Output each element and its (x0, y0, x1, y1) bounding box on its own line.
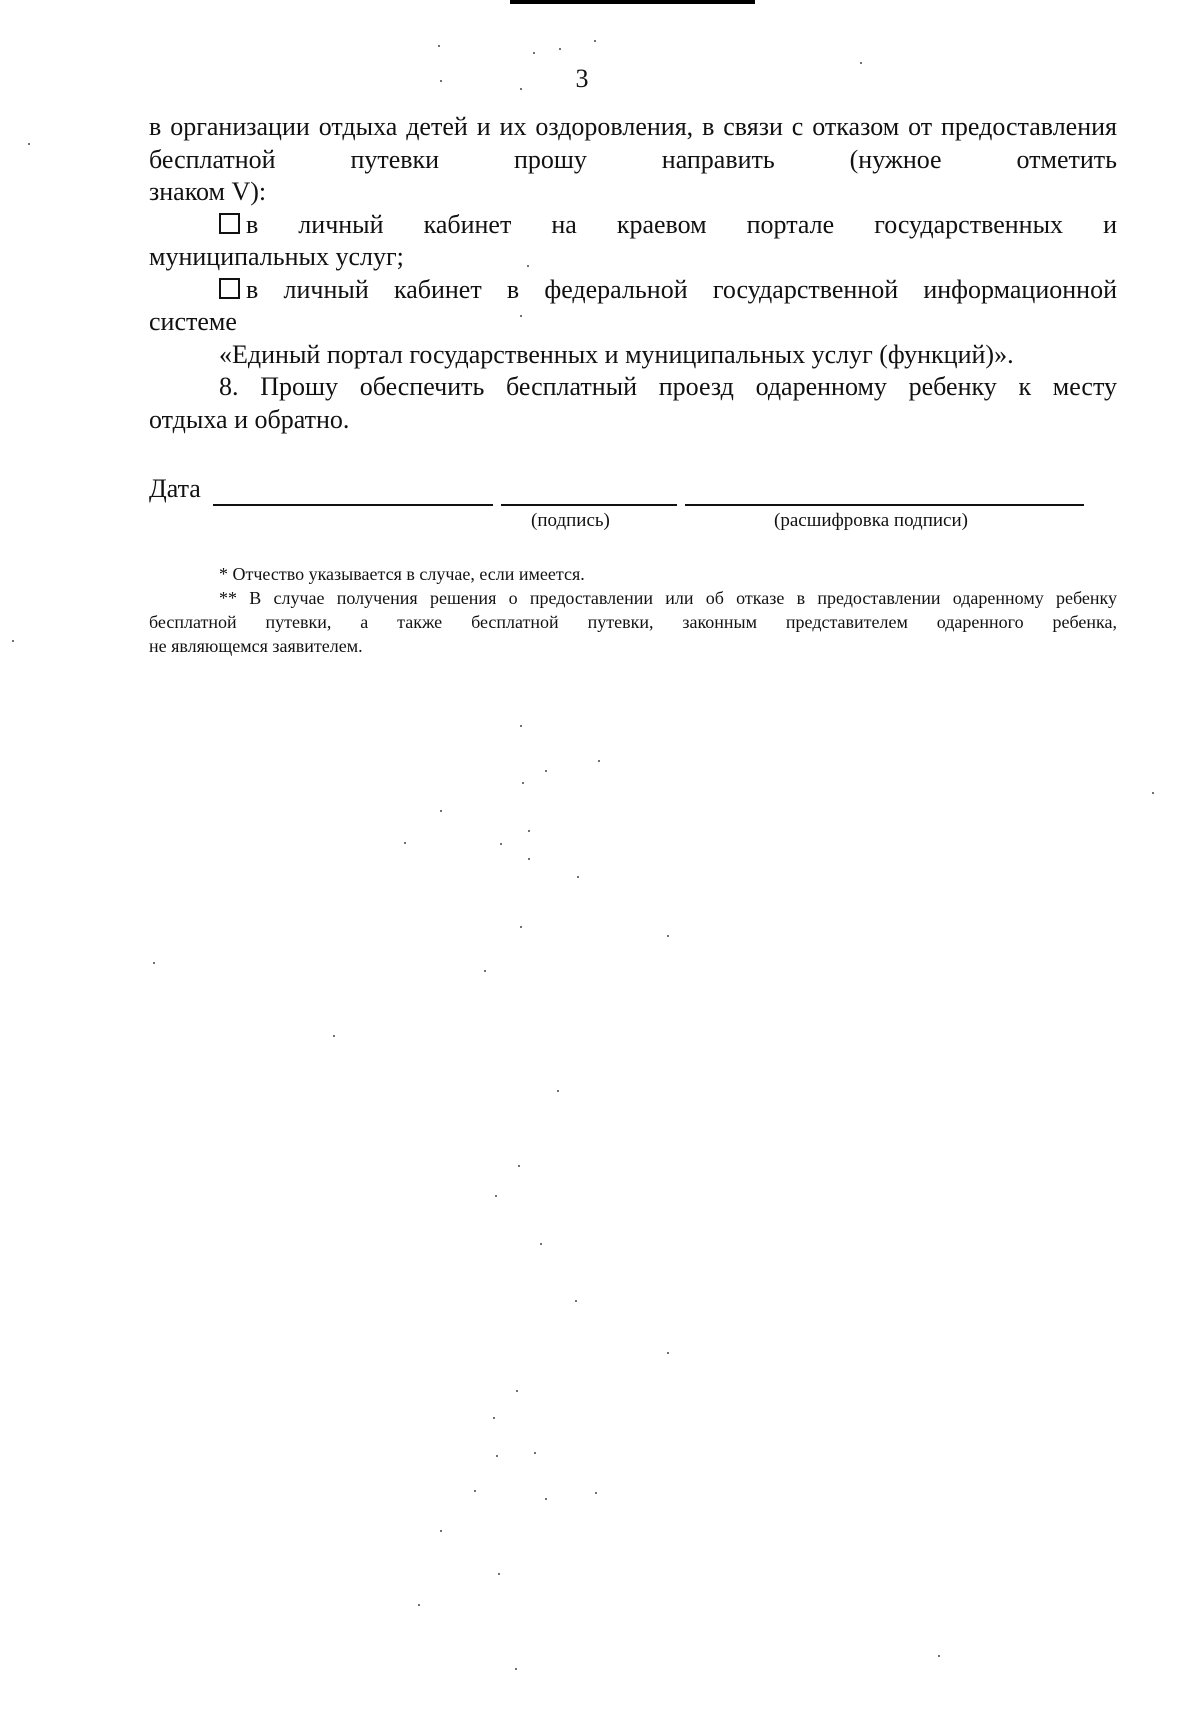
scan-speck (938, 1655, 940, 1657)
scan-speck (484, 970, 486, 972)
scan-speck (518, 1165, 520, 1167)
scan-speck (28, 143, 30, 145)
scan-speck (516, 1390, 518, 1392)
scan-speck (418, 1604, 420, 1606)
option-label-continued: муниципальных услуг; (149, 242, 404, 271)
scan-speck (440, 1530, 442, 1532)
scan-speck (1152, 792, 1154, 794)
scan-speck (533, 52, 535, 54)
scan-speck (595, 1492, 597, 1494)
signature-decoding-caption: (расшифровка подписи) (774, 510, 968, 531)
scan-speck (598, 760, 600, 762)
date-field-line[interactable] (213, 504, 493, 506)
option-personal-account-regional (149, 209, 1117, 242)
paragraph-text: в организации отдыха детей и их оздоровления, в связи с отказом от предоставления бесплатной путевки прошу направить (нужное отметить (149, 112, 1117, 174)
footnote-2: ** В случае получения решения о предоставлении или об отказе в предоставлении одаренному ребенку (219, 588, 1117, 608)
signature-decoding-field-line[interactable] (685, 504, 1084, 506)
scan-speck (522, 782, 524, 784)
page-number: 3 (575, 64, 589, 93)
paragraph-text-end: знаком V): (149, 177, 267, 206)
signature-field-line[interactable] (501, 504, 677, 506)
scan-speck (667, 935, 669, 937)
signature-block (149, 474, 1149, 534)
scan-speck (534, 1452, 536, 1454)
scan-speck (557, 1090, 559, 1092)
scan-speck (520, 926, 522, 928)
scan-speck (474, 1490, 476, 1492)
option-label: в личный кабинет на краевом портале государственных и (246, 209, 1117, 239)
scan-speck (527, 265, 529, 267)
option-label-continued: системе (149, 307, 237, 336)
scan-speck (559, 48, 561, 50)
footnote-2-continued: бесплатной путевки, а также бесплатной путевки, законным представителем одаренного ребенка, (149, 612, 1117, 632)
scan-speck (440, 810, 442, 812)
footnote-1: * Отчество указывается в случае, если имеется. (219, 564, 585, 584)
option-label: в личный кабинет в федеральной государственной информационной (246, 274, 1117, 304)
scan-speck (404, 842, 406, 844)
scan-speck (575, 1300, 577, 1302)
scan-speck (440, 80, 442, 82)
scan-speck (860, 62, 862, 64)
scan-speck (594, 40, 596, 42)
scan-speck (667, 1352, 669, 1354)
scan-speck (333, 1035, 335, 1037)
item-8-continued: отдыха и обратно. (149, 404, 350, 434)
document-body (149, 111, 1117, 436)
scan-edge-mark (510, 0, 755, 4)
scan-speck (498, 1573, 500, 1575)
scan-speck (520, 315, 522, 317)
date-label: Дата (149, 474, 201, 503)
scan-speck (515, 1668, 517, 1670)
portal-name: «Единый портал государственных и муниципальных услуг (функций)». (219, 339, 1014, 369)
scan-speck (577, 876, 579, 878)
checkbox[interactable] (219, 278, 240, 299)
scan-speck (545, 770, 547, 772)
scan-speck (496, 1455, 498, 1457)
signature-caption: (подпись) (531, 510, 610, 531)
scan-speck (528, 858, 530, 860)
scan-speck (528, 830, 530, 832)
scan-speck (493, 1417, 495, 1419)
scan-speck (520, 88, 522, 90)
scan-speck (495, 1195, 497, 1197)
item-8: 8. Прошу обеспечить бесплатный проезд одаренному ребенку к месту (219, 372, 1117, 401)
scan-speck (500, 843, 502, 845)
option-personal-account-federal (149, 274, 1117, 307)
scan-speck (153, 962, 155, 964)
scan-speck (545, 1498, 547, 1500)
scan-speck (438, 45, 440, 47)
footnotes (149, 562, 1117, 658)
checkbox[interactable] (219, 213, 240, 234)
scan-speck (520, 725, 522, 727)
footnote-2-end: не являющемся заявителем. (149, 636, 363, 656)
scan-speck (12, 640, 14, 642)
scan-speck (540, 1243, 542, 1245)
